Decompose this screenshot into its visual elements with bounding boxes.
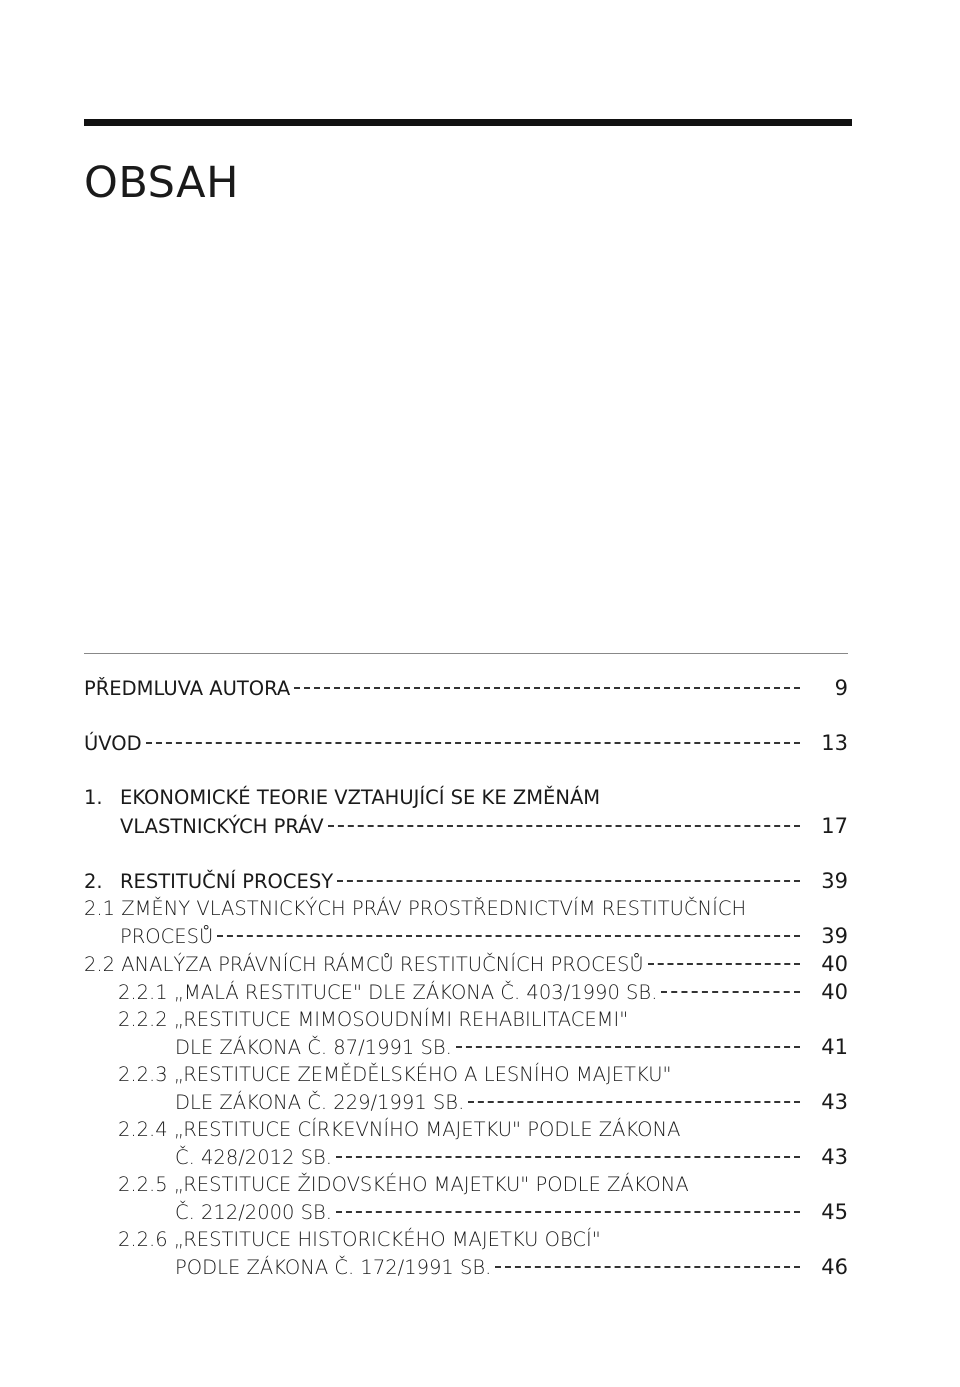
separator-rule [84, 653, 848, 654]
toc-entry-uvod[interactable] [84, 731, 848, 755]
dot-leader [146, 742, 800, 744]
toc-page: 9 [834, 676, 848, 700]
toc-entry-s222[interactable] [175, 1035, 848, 1059]
chapter-number: 2. [84, 870, 103, 893]
toc-entry-predmluva[interactable] [84, 676, 848, 700]
toc-page: 17 [821, 814, 848, 838]
toc-page: 40 [821, 952, 848, 976]
toc-page: 43 [821, 1090, 848, 1114]
toc-label: PODLE ZÁKONA Č. 172/1991 SB. [175, 1256, 492, 1279]
toc-label: 2.2.2 „RESTITUCE MIMOSOUDNÍMI REHABILITACEMI" [118, 1008, 629, 1031]
toc-entry-s21-line1[interactable] [84, 897, 746, 920]
toc-label: DLE ZÁKONA Č. 87/1991 SB. [175, 1036, 452, 1059]
toc-label: DLE ZÁKONA Č. 229/1991 SB. [175, 1091, 465, 1114]
toc-label: RESTITUČNÍ PROCESY [120, 870, 334, 893]
toc-page: 46 [821, 1255, 848, 1279]
top-rule [84, 119, 852, 126]
dot-leader [337, 880, 800, 882]
toc-page: 13 [821, 731, 848, 755]
dot-leader [468, 1101, 800, 1103]
toc-entry-s226[interactable] [175, 1255, 848, 1279]
toc-label: ÚVOD [84, 732, 142, 755]
toc-label: 2.1 ZMĚNY VLASTNICKÝCH PRÁV PROSTŘEDNICTVÍM RESTITUČNÍCH [84, 897, 747, 920]
dot-leader [217, 935, 800, 937]
toc-page: 40 [821, 980, 848, 1004]
toc-label: 2.2.3 „RESTITUCE ZEMĚDĚLSKÉHO A LESNÍHO MAJETKU" [118, 1063, 672, 1086]
toc-entry-ch2[interactable] [84, 869, 848, 893]
toc-label: VLASTNICKÝCH PRÁV [120, 815, 324, 838]
toc-label: 2.2.1 „MALÁ RESTITUCE" DLE ZÁKONA Č. 403/1990 SB. [118, 981, 658, 1004]
dot-leader [328, 825, 800, 827]
toc-entry-s224-line1[interactable] [118, 1118, 680, 1141]
dot-leader [661, 991, 800, 993]
toc-entry-s222-line1[interactable] [118, 1008, 628, 1031]
toc-label: PROCESŮ [120, 925, 214, 948]
toc-label: EKONOMICKÉ TEORIE VZTAHUJÍCÍ SE KE ZMĚNÁM [120, 786, 601, 809]
toc-entry-s22[interactable] [84, 952, 848, 976]
toc-label: 2.2.6 „RESTITUCE HISTORICKÉHO MAJETKU OBCÍ" [118, 1228, 601, 1251]
dot-leader [456, 1046, 800, 1048]
page-title: OBSAH [84, 158, 239, 208]
toc-label: 2.2.4 „RESTITUCE CÍRKEVNÍHO MAJETKU" PODLE ZÁKONA [118, 1118, 681, 1141]
toc-entry-s21[interactable] [120, 924, 848, 948]
toc-label: PŘEDMLUVA AUTORA [84, 677, 291, 700]
toc-label: 2.2 ANALÝZA PRÁVNÍCH RÁMCŮ RESTITUČNÍCH PROCESŮ [84, 953, 644, 976]
toc-entry-ch1-line1[interactable] [84, 786, 600, 809]
chapter-number: 1. [84, 786, 103, 809]
dot-leader [294, 687, 800, 689]
toc-entry-s226-line1[interactable] [118, 1228, 601, 1251]
dot-leader [495, 1266, 800, 1268]
toc-entry-s221[interactable] [118, 980, 848, 1004]
dot-leader [648, 963, 800, 965]
toc-entry-s225-line1[interactable] [118, 1173, 689, 1196]
toc-entry-s223[interactable] [175, 1090, 848, 1114]
toc-page: 41 [821, 1035, 848, 1059]
toc-entry-s223-line1[interactable] [118, 1063, 671, 1086]
toc-entry-s224[interactable] [175, 1145, 848, 1169]
toc-page: 39 [821, 924, 848, 948]
toc-page: 45 [821, 1200, 848, 1224]
toc-entry-ch1[interactable] [120, 814, 848, 838]
dot-leader [336, 1156, 800, 1158]
toc-label: Č. 428/2012 SB. [175, 1146, 332, 1169]
toc-page: 39 [821, 869, 848, 893]
toc-label: 2.2.5 „RESTITUCE ŽIDOVSKÉHO MAJETKU" PODLE ZÁKONA [118, 1173, 689, 1196]
dot-leader [336, 1211, 800, 1213]
toc-entry-s225[interactable] [175, 1200, 848, 1224]
toc-page: 43 [821, 1145, 848, 1169]
toc-label: Č. 212/2000 SB. [175, 1201, 332, 1224]
